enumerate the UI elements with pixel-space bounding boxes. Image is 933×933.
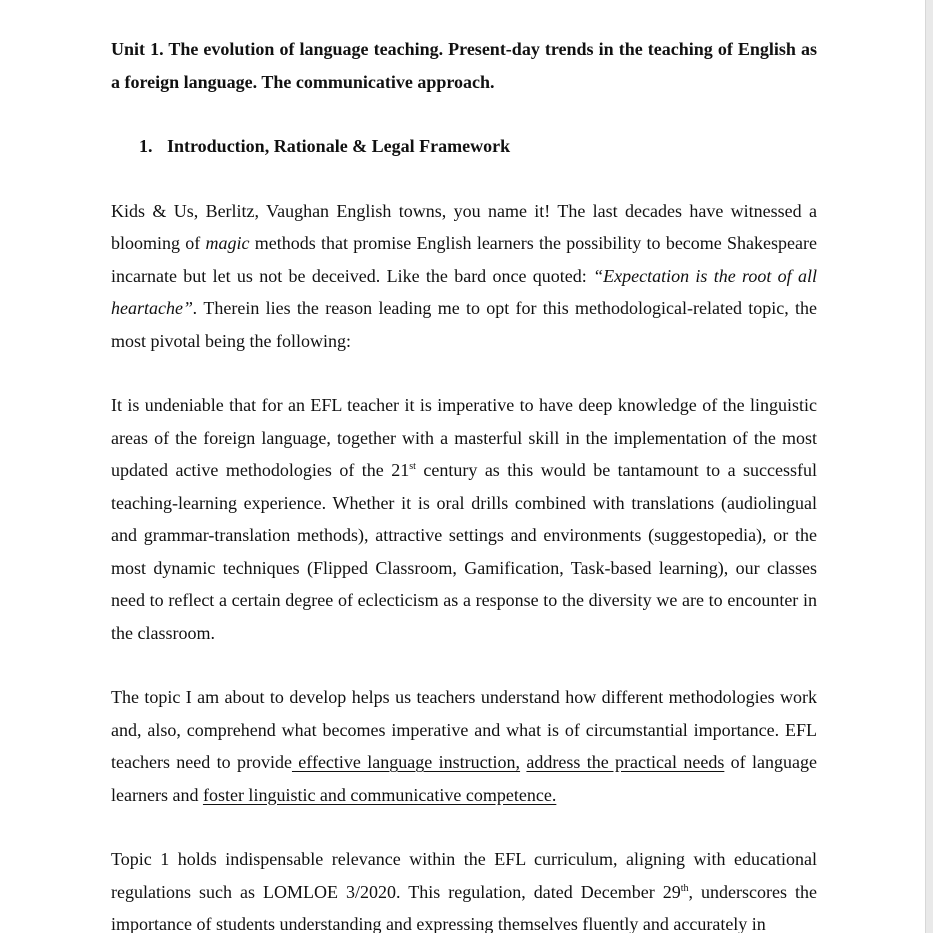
paragraph-topic	[111, 681, 817, 811]
paragraph-intro-text-e: Therein lies the reason leading me to opt for this methodological-related topic, the most pivotal being the following:	[111, 298, 817, 351]
underline-communicative-competence: foster linguistic and communicative competence.	[202, 784, 557, 805]
superscript-st: st	[409, 461, 416, 472]
paragraph-legal-text-a: Topic 1 holds indispensable relevance within the EFL curriculum, aligning with educational regulations such as LOMLOE 3/2020. This regulation, dated December 29	[111, 849, 817, 902]
paragraph-intro	[111, 195, 817, 358]
section-number: 1.	[139, 136, 153, 156]
page-edge-divider	[925, 0, 933, 933]
unit-title: Unit 1. The evolution of language teaching. Present-day trends in the teaching of English as a foreign language. The communicative approach.	[111, 39, 817, 92]
paragraph-topic-text-c: of language learners and	[111, 752, 817, 805]
paragraph-intro-text-a: Kids & Us, Berlitz, Vaughan English towns, you name it! The last decades have witnessed a blooming of	[111, 200, 817, 253]
paragraph-topic-text-a: The topic I am about to develop helps us teachers understand how different methodologies work and, also, comprehend what becomes imperative and what is of circumstantial importance. EFL teachers need to provide	[111, 687, 817, 772]
paragraph-legal-text-b: , underscores the importance of students understanding and expressing themselves fluently and accurately in	[111, 881, 817, 933]
paragraph-intro-italic-magic: magic	[205, 233, 250, 253]
underline-effective-instruction: effective language instruction,	[291, 752, 521, 772]
section-heading-text: Introduction, Rationale & Legal Framework	[167, 136, 511, 156]
section-heading	[139, 130, 817, 163]
paragraph-intro-quote: “Expectation is the root of all heartache”.	[111, 265, 817, 318]
superscript-th: th	[680, 882, 689, 894]
document-body	[111, 33, 817, 933]
paragraph-intro-text-c: methods that promise English learners the possibility to become Shakespeare incarnate but let us not be deceived. Like the bard once quoted:	[111, 233, 818, 286]
underline-practical-needs: address the practical needs	[526, 752, 725, 772]
paragraph-rationale-text-a: It is undeniable that for an EFL teacher it is imperative to have deep knowledge of the linguistic areas of the foreign language, together with a masterful skill in the implementation of the most updated active methodologies of the 21	[111, 395, 817, 480]
paragraph-rationale-text-b: century as this would be tantamount to a successful teaching-learning experience. Whether it is oral drills combined with translations (audiolingual and grammar-translation methods), attractive settings and environments (suggestopedia), or the most dynamic techniques (Flipped Classroom, Gamification, Task-based learning), our classes need to reflect a certain degree of eclecticism as a response to the diversity we are to encounter in the classroom.	[111, 460, 818, 643]
paragraph-legal	[111, 843, 817, 933]
paragraph-rationale	[111, 389, 817, 649]
